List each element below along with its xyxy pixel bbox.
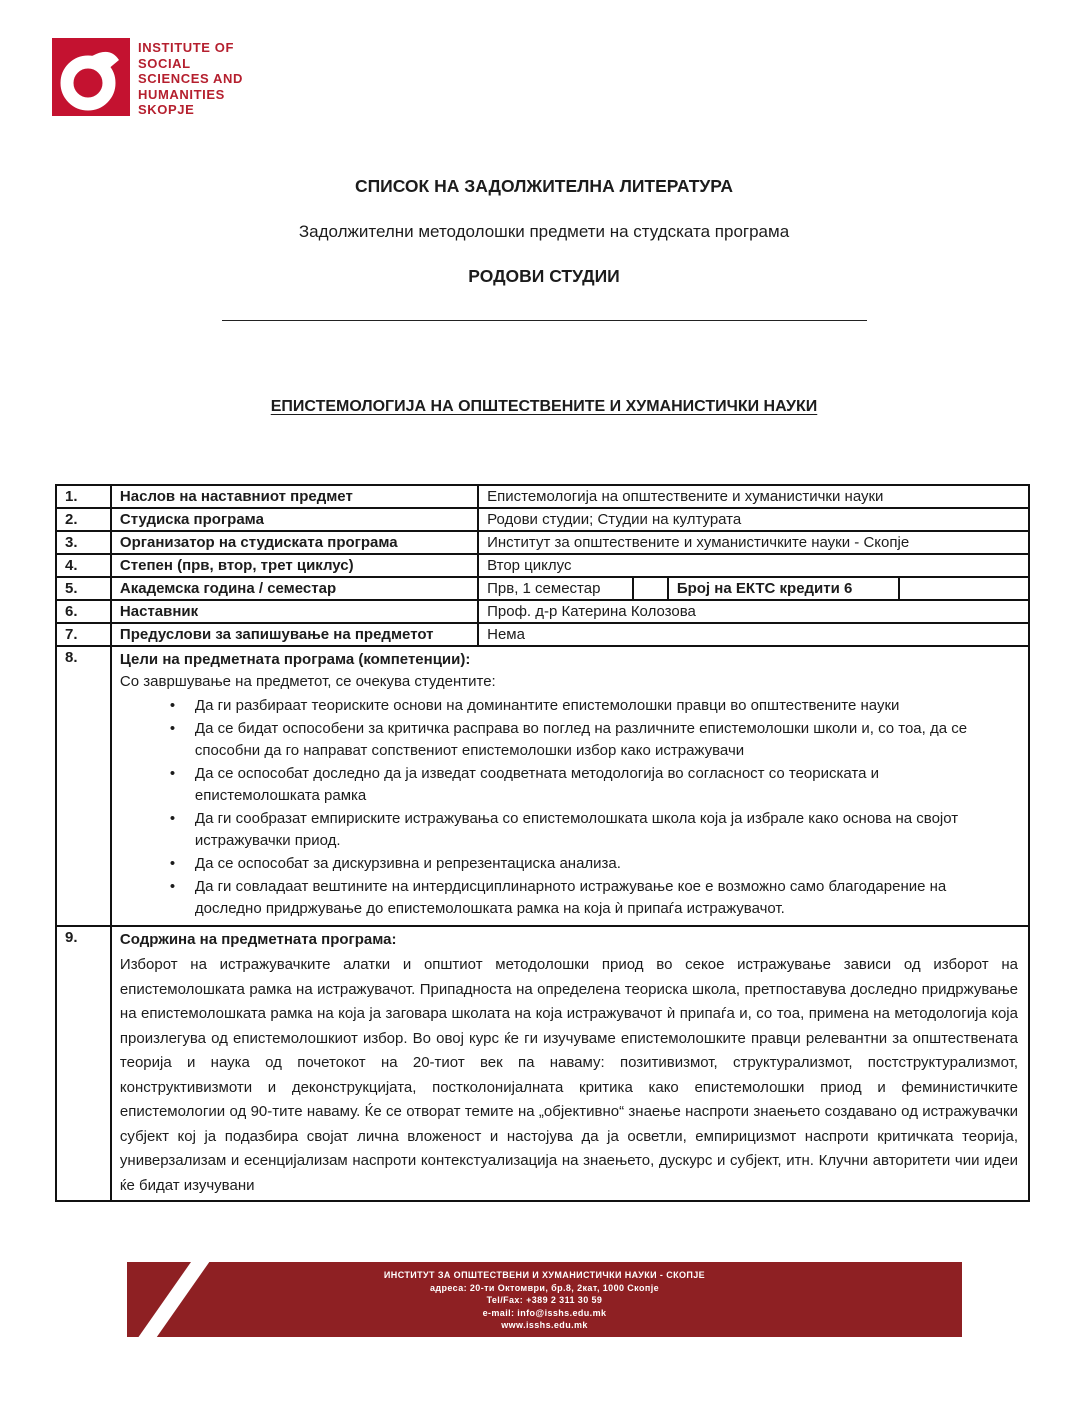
row-number: 4. <box>56 554 111 577</box>
document-title: СПИСОК НА ЗАДОЛЖИТЕЛНА ЛИТЕРАТУРА <box>354 176 734 196</box>
empty-cell <box>899 577 1029 600</box>
goals-intro: Со завршување на предметот, се очекува студентите: <box>119 673 496 690</box>
row-number: 9. <box>56 926 111 1201</box>
goals-list <box>120 695 1020 920</box>
table-row <box>56 531 1029 554</box>
footer-website: www.isshs.edu.mk <box>501 1320 588 1330</box>
row-value: Институт за општествените и хуманистичките науки - Скопје <box>478 531 1029 554</box>
institute-logo-icon <box>52 38 130 116</box>
content-title: Содржина на предметната програма: <box>119 931 397 948</box>
row-number: 7. <box>56 623 111 646</box>
header-divider <box>222 320 867 321</box>
table-row-content <box>56 926 1029 1201</box>
course-info-table <box>55 484 1030 1202</box>
content-body: Изборот на истражувачките алатки и општиот методолошки приод во секое истражување зависи од изборот на епистемолошката рамка на истражувачот. Припадноста на определена теориска школа, претпоставува доследно придржување на епистемолошката рамка на која ја заговара школата на која истражувачот ѝ припаѓа и, со тоа, примена на методологија која произлегува од епистемолошкиот избор. Во овој курс ќе ги изучуваме епистемолошките правци релевантни за општествената теорија и наука од почетокот на 20-тиот век па наваму: позитивизмот, структурализмот, постструктурализмот, конструктивизмоти и деконструкцијата, постколонијалната критика како епистемолошки приод и феминистичките епистемологии од 90-тите наваму. Ќе се отворат темите на „објективно“ знаење наспроти знаењето создавано од истражувачки субјект кој ја подазбира својат лична вложеност и настојува да ја осветли, емпирицизмот наспроти критичката теорија, универзализам и есенцијализам наспроти контекстуализација на знаењето, дускурс и субјект, итн. Клучни авторитети чии идеи ќе бидат изучувани <box>119 956 1018 1194</box>
row-number: 5. <box>56 577 111 600</box>
document-subtitle: Задолжителни методолошки предмети на студската програма <box>298 222 790 241</box>
row-label: Организатор на студиската програма <box>111 531 478 554</box>
goal-item: • Да ги разбираат теориските основи на доминантите епистемолошки правци во општествените науки <box>120 695 1020 717</box>
row-value: Проф. д-р Катерина Колозова <box>478 600 1029 623</box>
table-row <box>56 554 1029 577</box>
row-number: 1. <box>56 485 111 508</box>
table-row <box>56 577 1029 600</box>
institute-name-line: INSTITUTE OF <box>138 40 235 55</box>
row-number: 3. <box>56 531 111 554</box>
footer-contact-info <box>127 1262 962 1332</box>
footer-address: адреса: 20-ти Октомври, бр.8, 2кат, 1000 Скопје <box>429 1282 660 1293</box>
table-row <box>56 600 1029 623</box>
row-label: Наставник <box>111 600 478 623</box>
row-value: Епистемологија на општествените и хуманистички науки <box>478 485 1029 508</box>
program-title: РОДОВИ СТУДИИ <box>468 266 620 286</box>
table-row <box>56 485 1029 508</box>
semester-value: Прв, 1 семестар <box>478 577 633 600</box>
institute-name-line: SKOPJE <box>138 102 195 117</box>
institute-name-line: SCIENCES AND <box>138 71 243 86</box>
row-label: Степен (прв, втор, трет циклус) <box>111 554 478 577</box>
goal-item: • Да се оспособат доследно да ја изведат соодветната методологија во согласност со теориската и епистемолошката рамка <box>120 763 1020 807</box>
institute-name <box>138 40 243 118</box>
footer-email: e-mail: info@isshs.edu.mk <box>482 1307 607 1318</box>
row-number: 2. <box>56 508 111 531</box>
row-number: 6. <box>56 600 111 623</box>
table-row <box>56 508 1029 531</box>
content-cell <box>111 926 1029 1201</box>
row-label: Академска година / семестар <box>111 577 478 600</box>
row-label: Студиска програма <box>111 508 478 531</box>
logo <box>52 38 243 118</box>
footer-telfax: Tel/Fax: +389 2 311 30 59 <box>486 1295 603 1305</box>
table-row-goals <box>56 646 1029 926</box>
footer-institute-name: ИНСТИТУТ ЗА ОПШТЕСТВЕНИ И ХУМАНИСТИЧКИ НАУКИ - СКОПЈЕ <box>383 1270 706 1280</box>
row-label: Предуслови за запишување на предметот <box>111 623 478 646</box>
empty-cell <box>633 577 668 600</box>
goal-item: • Да се оспособат за дискурзивна и репрезентациска анализа. <box>120 853 1020 875</box>
row-label: Наслов на наставниот предмет <box>111 485 478 508</box>
ects-credits: Број на ЕКТС кредити 6 <box>668 577 900 600</box>
row-value: Нема <box>478 623 1029 646</box>
footer <box>127 1262 962 1337</box>
course-section-heading: ЕПИСТЕМОЛОГИЈА НА ОПШТЕСТВЕНИТЕ И ХУМАНИСТИЧКИ НАУКИ <box>270 398 818 415</box>
institute-name-line: SOCIAL <box>138 55 191 71</box>
row-value: Втор циклус <box>478 554 1029 577</box>
goals-cell <box>111 646 1029 926</box>
institute-name-line: HUMANITIES <box>138 86 225 102</box>
goal-item: • Да ги совладаат вештините на интердисциплинарното истражување кое е возможно само благодарение на доследно придржување до епистемолошката рамка на која ѝ припаѓа истражувачот. <box>120 876 1020 920</box>
row-number: 8. <box>56 646 111 926</box>
goal-item: • Да ги сообразат емпириските истражувања со епистемолошката школа која ја избрале како основа на својот истражувачки приод. <box>120 808 1020 852</box>
goals-title: Цели на предметната програма (компетенции): <box>119 651 471 668</box>
goal-item: • Да се бидат оспособени за критичка расправа во поглед на различните епистемолошки школи и, со тоа, да се способни да го направат сопствениот епистемолошки избор како истражувачи <box>120 718 1020 762</box>
table-row <box>56 623 1029 646</box>
row-value: Родови студии; Студии на културата <box>478 508 1029 531</box>
